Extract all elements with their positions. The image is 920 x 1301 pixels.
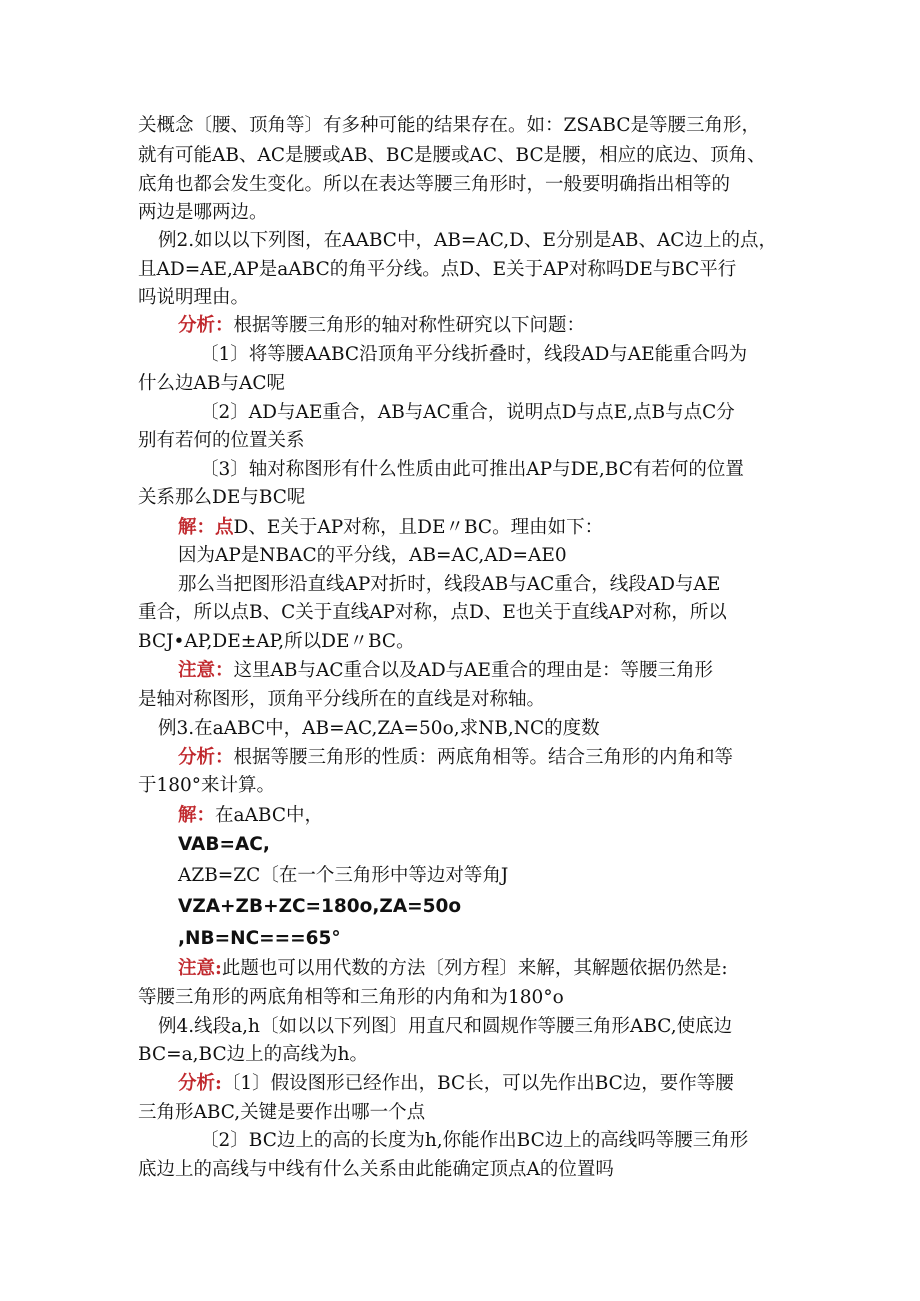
text-line: 于180°来计算。 bbox=[138, 775, 276, 796]
text-line: BC=a,BC边上的高线为h。 bbox=[138, 1044, 369, 1065]
analysis-label: 分析: bbox=[178, 1073, 222, 1094]
equation-line: VAB=AC, bbox=[178, 834, 270, 855]
paragraph-text: 根据等腰三角形的性质：两底角相等。结合三角形的内角和等 bbox=[233, 747, 734, 768]
paragraph-text: 这里AB与AC重合以及AD与AE重合的理由是：等腰三角形 bbox=[233, 660, 714, 681]
paragraph-text: 根据等腰三角形的轴对称性研究以下问题： bbox=[233, 315, 586, 336]
paragraph-text: 此题也可以用代数的方法〔列方程〕来解，其解题依据仍然是: bbox=[221, 958, 728, 979]
text-line: 那么当把图形沿直线AP对折时，线段AB与AC重合，线段AD与AE bbox=[178, 574, 721, 595]
analysis-label: 分析： bbox=[178, 747, 234, 768]
note-label: 注意： bbox=[178, 660, 234, 681]
analysis-paragraph bbox=[178, 311, 585, 341]
text-line: 是轴对称图形，顶角平分线所在的直线是对称轴。 bbox=[138, 689, 546, 710]
text-line: 三角形ABC,关键是要作出哪一个点 bbox=[138, 1102, 426, 1123]
example-2-heading: 例2.如以以下列图，在AABC中，AB=AC,D、E分别是AB、AC边上的点， bbox=[158, 230, 777, 251]
text-line: 关概念〔腰、顶角等〕有多种可能的结果存在。如：ZSABC是等腰三角形， bbox=[138, 115, 760, 136]
text-line: 〔3〕轴对称图形有什么性质由此可推出AP与DE,BC有若何的位置 bbox=[200, 459, 744, 480]
text-line: BCJ•AP,DE±AP,所以DE〃BC。 bbox=[138, 631, 415, 652]
note-label: 注意: bbox=[178, 958, 222, 979]
note-paragraph bbox=[178, 656, 713, 686]
paragraph-text: 〔1〕假设图形已经作出，BC长，可以先作出BC边，要作等腰 bbox=[221, 1073, 734, 1094]
paragraph-text: D、E关于AP对称，且DE〃BC。理由如下： bbox=[233, 517, 604, 538]
text-line: 别有若何的位置关系 bbox=[138, 430, 305, 451]
solution-paragraph bbox=[178, 513, 603, 543]
text-line: 关系那么DE与BC呢 bbox=[138, 487, 306, 508]
text-line: 〔1〕将等腰AABC沿顶角平分线折叠时，线段AD与AE能重合吗为 bbox=[200, 344, 748, 365]
text-line: 两边是哪两边。 bbox=[138, 202, 268, 223]
text-line: 就有可能AB、AC是腰或AB、BC是腰或AC、BC是腰，相应的底边、顶角、 bbox=[138, 145, 766, 166]
solution-label: 解： bbox=[178, 805, 216, 826]
example-4-heading: 例4.线段a,h〔如以以下列图〕用直尺和圆规作等腰三角形ABC,使底边 bbox=[158, 1016, 733, 1037]
equation-line: AZB=ZC〔在一个三角形中等边对等角J bbox=[178, 865, 509, 886]
text-line: 底边上的高线与中线有什么关系由此能确定顶点A的位置吗 bbox=[138, 1159, 614, 1180]
text-line: 因为AP是NBAC的平分线，AB=AC,AD=AE0 bbox=[178, 545, 567, 566]
paragraph-text: 在aABC中， bbox=[215, 805, 323, 826]
text-line: 〔2〕AD与AE重合，AB与AC重合，说明点D与点E,点B与点C分 bbox=[200, 402, 735, 423]
text-line: 什么边AB与AC呢 bbox=[138, 373, 285, 394]
text-line: 吗说明理由。 bbox=[138, 287, 250, 308]
equation-line: VZA+ZB+ZC=180o,ZA=50o bbox=[178, 896, 462, 917]
solution-paragraph bbox=[178, 801, 323, 831]
analysis-paragraph bbox=[178, 1069, 734, 1099]
note-paragraph bbox=[178, 954, 728, 984]
text-line: 等腰三角形的两底角相等和三角形的内角和为180°o bbox=[138, 987, 564, 1008]
text-line: 重合，所以点B、C关于直线AP对称，点D、E也关于直线AP对称，所以 bbox=[138, 602, 727, 623]
text-line: 底角也都会发生变化。所以在表达等腰三角形时，一般要明确指出相等的 bbox=[138, 174, 731, 195]
text-line: 且AD=AE,AP是aABC的角平分线。点D、E关于AP对称吗DE与BC平行 bbox=[138, 259, 737, 280]
equation-line: ,NB=NC===65° bbox=[178, 928, 341, 949]
text-line: 〔2〕BC边上的高的长度为h,你能作出BC边上的高线吗等腰三角形 bbox=[200, 1130, 749, 1151]
example-3-heading: 例3.在aABC中，AB=AC,ZA=50o,求NB,NC的度数 bbox=[158, 718, 600, 739]
analysis-label: 分析： bbox=[178, 315, 234, 336]
solution-label: 解：点 bbox=[178, 517, 234, 538]
analysis-paragraph bbox=[178, 743, 733, 773]
